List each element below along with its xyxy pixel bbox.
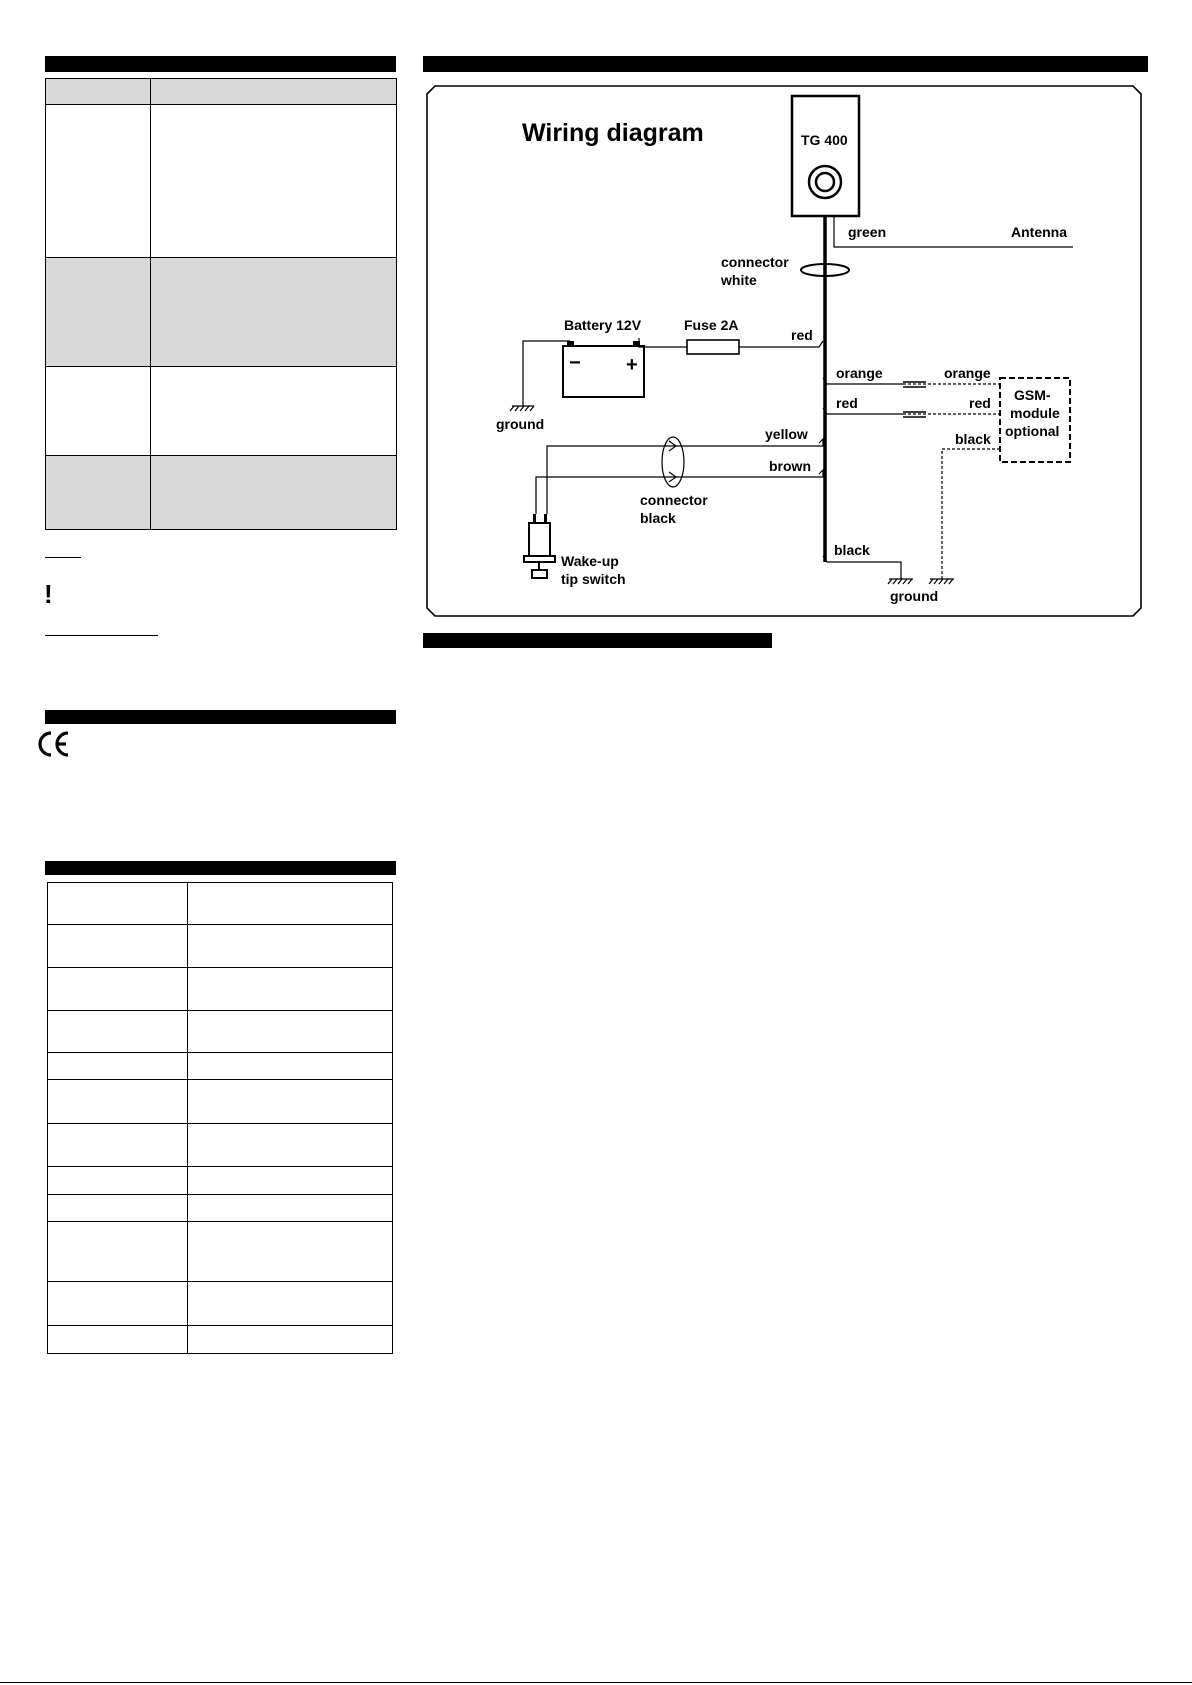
section-bar-right-2 [423, 633, 772, 648]
table-cell [46, 258, 151, 367]
label-red-left: red [836, 395, 858, 411]
table-cell [188, 1080, 393, 1124]
label-orange-left: orange [836, 365, 883, 381]
tip-switch-icon [524, 514, 555, 578]
table-cell [188, 1282, 393, 1326]
table-cell [188, 1195, 393, 1222]
table-cell [188, 1222, 393, 1282]
underline-long [45, 635, 158, 636]
table-row [48, 1011, 393, 1053]
label-ground-bottom: ground [890, 588, 939, 604]
table-row [48, 1053, 393, 1080]
label-battery: Battery 12V [564, 317, 642, 333]
table-row [48, 1282, 393, 1326]
table-cell [48, 1053, 188, 1080]
table-cell [188, 883, 393, 925]
label-black-gsm: black [955, 431, 991, 447]
table-cell [151, 105, 397, 258]
battery-plus-sign: + [626, 354, 638, 376]
table-cell [48, 1282, 188, 1326]
table-cell [48, 883, 188, 925]
ground-icon [888, 579, 913, 584]
table-row [48, 1326, 393, 1354]
table-row [46, 456, 397, 530]
label-connector-white-1: connector [721, 254, 789, 270]
table-cell [48, 1167, 188, 1195]
label-fuse: Fuse 2A [684, 317, 739, 333]
table-row [48, 1080, 393, 1124]
table-cell [188, 968, 393, 1011]
battery-minus-sign: − [569, 352, 581, 374]
label-brown: brown [769, 458, 811, 474]
table-row [48, 1124, 393, 1167]
table-row [48, 883, 393, 925]
table-row [48, 968, 393, 1011]
label-gsm-1: GSM- [1014, 387, 1051, 403]
table-row [48, 1195, 393, 1222]
label-yellow: yellow [765, 426, 808, 442]
table-row [46, 105, 397, 258]
page-bottom-rule [0, 1682, 1192, 1683]
label-gsm-2: module [1010, 405, 1060, 421]
label-green: green [848, 224, 887, 240]
red-wire [639, 338, 687, 347]
table-header-cell [151, 79, 397, 105]
label-gsm-3: optional [1005, 423, 1060, 439]
diagram-frame [427, 86, 1141, 616]
ce-mark-icon [36, 730, 72, 758]
left-table-2 [47, 882, 393, 1354]
table-cell [46, 456, 151, 530]
label-red-main: red [791, 327, 813, 343]
table-cell [48, 1124, 188, 1167]
table-cell [48, 1222, 188, 1282]
table-row [48, 925, 393, 968]
label-connector-white-2: white [721, 272, 757, 288]
table-cell [188, 1011, 393, 1053]
red-gsm-wire [823, 408, 903, 414]
device-label: TG 400 [801, 132, 848, 148]
table-header-row [46, 79, 397, 105]
label-switch-2: tip switch [561, 571, 626, 587]
caution-icon: ! [44, 579, 53, 609]
table-cell [151, 258, 397, 367]
label-red-right: red [969, 395, 991, 411]
ground-icon [510, 406, 534, 411]
table-cell [188, 1053, 393, 1080]
left-table-1 [45, 78, 397, 530]
underline-short [45, 557, 81, 558]
label-orange-right: orange [944, 365, 991, 381]
wiring-diagram [423, 82, 1145, 620]
table-cell [46, 105, 151, 258]
diagram-title: Wiring diagram [522, 119, 704, 147]
label-antenna: Antenna [1011, 224, 1067, 240]
table-cell [151, 367, 397, 456]
table-cell [188, 1167, 393, 1195]
section-bar-left-2 [45, 710, 396, 724]
tg400-device [792, 96, 859, 216]
section-bar-right-1 [423, 56, 1148, 72]
label-ground-left: ground [496, 416, 545, 432]
table-cell [151, 456, 397, 530]
section-bar-left-1 [45, 56, 396, 72]
table-cell [188, 1326, 393, 1354]
label-switch-1: Wake-up [561, 553, 619, 569]
table-header-cell [46, 79, 151, 105]
connector-black-icon [662, 437, 684, 487]
table-cell [48, 1326, 188, 1354]
table-cell [48, 968, 188, 1011]
black-ground-wire [823, 556, 901, 579]
table-cell [188, 925, 393, 968]
table-cell [48, 1011, 188, 1053]
table-cell [48, 1080, 188, 1124]
label-black-main: black [834, 542, 870, 558]
table-row [46, 367, 397, 456]
table-cell [48, 925, 188, 968]
table-row [48, 1222, 393, 1282]
table-row [48, 1167, 393, 1195]
table-cell [46, 367, 151, 456]
ground-icon [929, 579, 954, 584]
label-connector-black-1: connector [640, 492, 708, 508]
label-connector-black-2: black [640, 510, 676, 526]
table-cell [188, 1124, 393, 1167]
fuse-icon [687, 340, 739, 354]
table-row [46, 258, 397, 367]
black-gsm-wire [942, 449, 1000, 579]
table-cell [48, 1195, 188, 1222]
section-bar-left-3 [45, 861, 396, 875]
